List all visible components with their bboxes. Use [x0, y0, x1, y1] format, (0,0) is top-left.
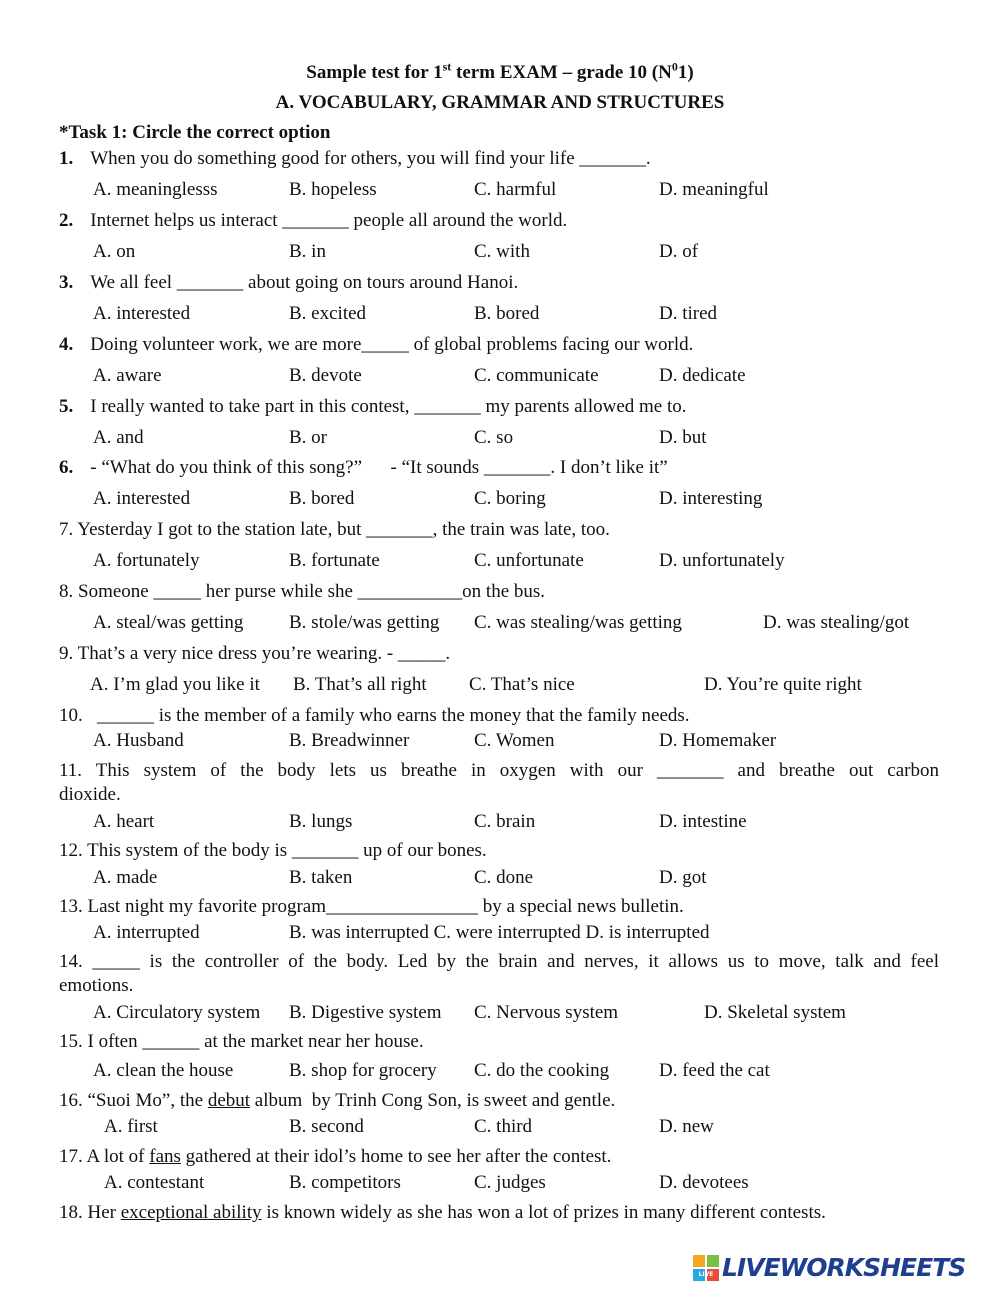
option[interactable]: A. interrupted — [93, 922, 200, 943]
option[interactable]: C. harmful — [474, 179, 557, 200]
option[interactable]: A. meaninglesss — [93, 179, 218, 200]
option[interactable]: B. stole/was getting — [289, 612, 440, 633]
option[interactable]: B. second — [289, 1116, 364, 1137]
question-15: 15. I often ______ at the market near her house. — [59, 1031, 424, 1052]
svg-text:LIVE: LIVE — [698, 1271, 714, 1278]
question-6: 6. - “What do you think of this song?” - “It sounds _______. I don’t like it” — [59, 457, 668, 478]
option[interactable]: C. boring — [474, 488, 546, 509]
option[interactable]: D. but — [659, 427, 707, 448]
option[interactable]: A. heart — [93, 811, 155, 832]
option[interactable]: B. shop for grocery — [289, 1060, 437, 1081]
task-heading: *Task 1: Circle the correct option — [59, 122, 331, 143]
question-13: 13. Last night my favorite program________________ by a special news bulletin. — [59, 896, 684, 917]
option[interactable]: B. devote — [289, 365, 362, 386]
question-9: 9. That’s a very nice dress you’re wearing. - _____. — [59, 643, 451, 664]
option[interactable]: D. got — [659, 867, 707, 888]
option[interactable]: D. dedicate — [659, 365, 746, 386]
brand-text: LIVEWORKSHEETS — [722, 1253, 966, 1282]
question-16: 16. “Suoi Mo”, the debut album by Trinh Cong Son, is sweet and gentle. — [59, 1090, 616, 1111]
option[interactable]: A. fortunately — [93, 550, 200, 571]
question-11-cont: dioxide. — [59, 784, 121, 805]
option[interactable]: D. feed the cat — [659, 1060, 770, 1081]
question-2: 2. Internet helps us interact _______ people all around the world. — [59, 210, 568, 231]
option[interactable]: A. Husband — [93, 730, 184, 751]
option[interactable]: B. competitors — [289, 1172, 401, 1193]
underlined-phrase: exceptional ability — [120, 1202, 262, 1223]
option[interactable]: C. do the cooking — [474, 1060, 610, 1081]
option[interactable]: D. interesting — [659, 488, 763, 509]
option[interactable]: B. Digestive system — [289, 1002, 442, 1023]
option[interactable]: D. Skeletal system — [704, 1002, 846, 1023]
option[interactable]: A. contestant — [104, 1172, 205, 1193]
option[interactable]: B. Breadwinner — [289, 730, 410, 751]
option[interactable]: D. tired — [659, 303, 718, 324]
option[interactable]: A. clean the house — [93, 1060, 234, 1081]
liveworksheets-logo[interactable] — [692, 1252, 992, 1284]
option[interactable]: B. lungs — [289, 811, 353, 832]
option[interactable]: C. was stealing/was getting — [474, 612, 682, 633]
question-3: 3. We all feel _______ about going on tours around Hanoi. — [59, 272, 519, 293]
option[interactable]: A. interested — [93, 303, 191, 324]
option[interactable]: A. on — [93, 241, 136, 262]
question-11: 11. This system of the body lets us breathe in oxygen with our _______ and breathe out carbon — [59, 760, 939, 781]
option[interactable]: B. excited — [289, 303, 367, 324]
live-badge-icon — [692, 1254, 720, 1282]
question-17: 17. A lot of fans gathered at their idol’s home to see her after the contest. — [59, 1146, 612, 1167]
question-10: 10. ______ is the member of a family who earns the money that the family needs. — [59, 705, 690, 726]
option[interactable]: D. unfortunately — [659, 550, 785, 571]
question-5: 5. I really wanted to take part in this contest, _______ my parents allowed me to. — [59, 396, 687, 417]
option[interactable]: C. brain — [474, 811, 536, 832]
option[interactable]: C. so — [474, 427, 514, 448]
option[interactable]: D. intestine — [659, 811, 747, 832]
section-heading: A. VOCABULARY, GRAMMAR AND STRUCTURES — [275, 92, 725, 113]
option[interactable]: B. hopeless — [289, 179, 377, 200]
option[interactable]: D. You’re quite right — [704, 674, 862, 695]
option[interactable]: D. of — [659, 241, 699, 262]
option[interactable]: A. Circulatory system — [93, 1002, 261, 1023]
option[interactable]: C. That’s nice — [469, 674, 575, 695]
option[interactable]: C. communicate — [474, 365, 599, 386]
option[interactable]: A. steal/was getting — [93, 612, 244, 633]
option[interactable]: B. taken — [289, 867, 353, 888]
option[interactable]: D. meaningful — [659, 179, 769, 200]
option[interactable]: B. bored — [289, 488, 355, 509]
option[interactable]: C. Women — [474, 730, 555, 751]
option[interactable]: B. was interrupted C. were interrupted D. is interrupted — [289, 922, 710, 943]
question-12: 12. This system of the body is _______ up of our bones. — [59, 840, 487, 861]
underlined-word: debut — [207, 1090, 251, 1111]
question-4: 4. Doing volunteer work, we are more_____ of global problems facing our world. — [59, 334, 694, 355]
question-14: 14. _____ is the controller of the body. Led by the brain and nerves, it allows us to move, talk and feel — [59, 951, 939, 972]
option[interactable]: C. with — [474, 241, 530, 262]
option[interactable]: A. aware — [93, 365, 162, 386]
option[interactable]: D. Homemaker — [659, 730, 777, 751]
question-14-cont: emotions. — [59, 975, 134, 996]
page-title: Sample test for 1st term EXAM – grade 10 $(N^01)$ — [306, 59, 694, 83]
option[interactable]: C. third — [474, 1116, 533, 1137]
option[interactable]: D. was stealing/got — [763, 612, 910, 633]
option[interactable]: B. That’s all right — [293, 674, 427, 695]
option[interactable]: A. I’m glad you like it — [90, 674, 260, 695]
option[interactable]: B. or — [289, 427, 327, 448]
question-8: 8. Someone _____ her purse while she ___________on the bus. — [59, 581, 546, 602]
question-1: 1. When you do something good for others, you will find your life _______. — [59, 148, 651, 169]
option[interactable]: C. done — [474, 867, 534, 888]
option[interactable]: A. interested — [93, 488, 191, 509]
option[interactable]: C. Nervous system — [474, 1002, 619, 1023]
option[interactable]: A. made — [93, 867, 158, 888]
option[interactable]: C. unfortunate — [474, 550, 584, 571]
option[interactable]: B. bored — [474, 303, 540, 324]
question-7: 7. Yesterday I got to the station late, but _______, the train was late, too. — [59, 519, 610, 540]
option[interactable]: B. in — [289, 241, 326, 262]
underlined-word: fans — [149, 1146, 181, 1167]
option[interactable]: B. fortunate — [289, 550, 380, 571]
option[interactable]: D. new — [659, 1116, 714, 1137]
option[interactable]: A. first — [104, 1116, 158, 1137]
option[interactable]: C. judges — [474, 1172, 546, 1193]
option[interactable]: D. devotees — [659, 1172, 749, 1193]
question-18: 18. Her exceptional ability is known widely as she has won a lot of prizes in many different contests. — [59, 1202, 826, 1223]
option[interactable]: A. and — [93, 427, 144, 448]
